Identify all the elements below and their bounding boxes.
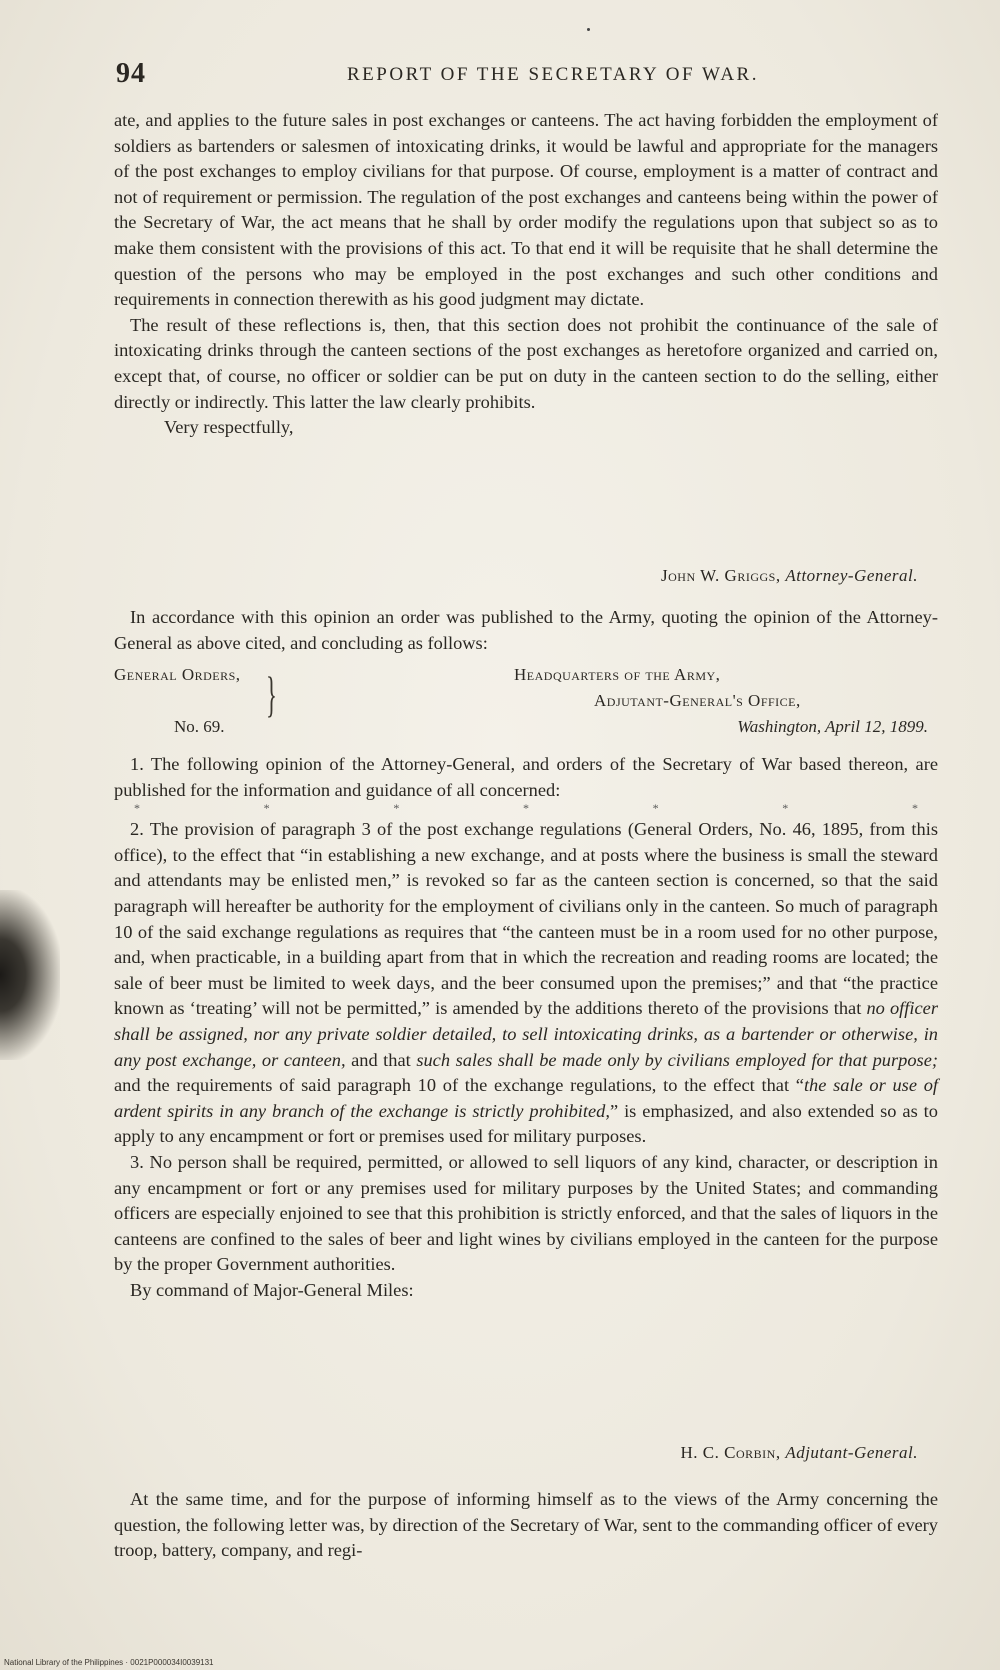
star: * <box>522 801 529 816</box>
command-line: By command of Major-General Miles: <box>130 1279 414 1300</box>
running-title: REPORT OF THE SECRETARY OF WAR. <box>347 64 759 85</box>
order-item-2 <box>114 817 938 1150</box>
signatory-title: Adjutant-General. <box>785 1443 918 1462</box>
print-speck <box>587 28 590 31</box>
order-item-3: 3. No person shall be required, permitted, or allowed to sell liquors of any kind, character, or description in any encampment or fort or any premises used for military purposes by the United States; and commanding officers are especially enjoined to see that this prohibition is strictly enforced, and that the sales of liquors in the canteens are confined to the sales of beer and light wines by civilians employed in the canteen for the purpose by the proper Government authorities. <box>114 1151 938 1275</box>
general-orders-heading <box>114 665 938 745</box>
paragraph: At the same time, and for the purpose of informing himself as to the views of the Army concerning the question, the following letter was, by direction of the Secretary of War, sent to the commanding officer of every troop, battery, company, and regi- <box>114 1489 938 1561</box>
closing: Very respectfully, <box>164 417 294 438</box>
orders-body <box>114 752 938 1303</box>
star: * <box>782 801 789 816</box>
headquarters-line: Headquarters of the Army, <box>514 665 721 684</box>
orders-number: No. 69. <box>174 717 225 736</box>
signature-griggs <box>661 566 918 586</box>
closing-paragraph <box>114 1487 938 1564</box>
text-run: and that <box>345 1049 417 1070</box>
text-run: and the requirements of said paragraph 10 of the exchange regulations, to the effect that “ <box>114 1075 804 1096</box>
italic-run: no officer shall be assigned, nor any private soldier detailed, to sell intoxicating drinks, as a bartender or otherwise, in any post exchange, or canteen, <box>114 998 938 1070</box>
italic-run: such sales shall be made only by civilians employed for that purpose; <box>416 1049 938 1070</box>
orders-title: General Orders, <box>114 665 241 684</box>
star: * <box>911 801 918 816</box>
dateline: Washington, April 12, 1899. <box>737 717 928 736</box>
brace-glyph: } <box>266 666 277 722</box>
signatory-name: John W. Griggs, <box>661 566 781 585</box>
order-item-1: 1. The following opinion of the Attorney-General, and orders of the Secretary of War based thereon, are published for the information and guidance of all concerned: <box>114 754 938 800</box>
paragraph: The result of these reflections is, then, that this section does not prohibit the continuance of the sale of intoxicating drinks through the canteen sections of the post exchanges as heretofore organized and carried on, except that, of course, no officer or soldier can be put on duty in the canteen section to do the selling, either directly or indirectly. This latter the law clearly prohibits. <box>114 314 938 412</box>
text-run: ” is emphasized, and also extended so as to apply to any encampment or fort or premises used for military purposes. <box>114 1100 938 1147</box>
signatory-name: H. C. Corbin, <box>680 1443 781 1462</box>
star: * <box>134 801 140 816</box>
star: * <box>263 801 270 816</box>
star: * <box>393 801 400 816</box>
intro-paragraph <box>114 605 938 656</box>
text-run: 2. The provision of paragraph 3 of the post exchange regulations (General Orders, No. 46, 1895, from this office), to the effect that “in establishing a new exchange, and at posts where the business is small the steward and attendants may be enlisted men,” is revoked so far as the canteen section is concerned, so that the said paragraph will hereafter be authority for the employment of civilians only in the canteen. So much of paragraph 10 of the said exchange regulations as requires that “the canteen must be in a room used for no other purpose, and, when practicable, in a building apart from that in which the recreation and reading rooms are located; the sale of beer must be limited to week days, and the beer consumed upon the premises;” and that “the practice known as ‘treating’ will not be permitted,” is amended by the additions thereto of the provisions that <box>114 819 938 1019</box>
library-stamp: National Library of the Philippines · 0021P000034I0039131 <box>4 1658 214 1667</box>
page-number: 94 <box>116 58 146 89</box>
signatory-title: Attorney-General. <box>785 566 918 585</box>
italic-run: the sale or use of ardent spirits in any branch of the exchange is strictly prohibited, <box>114 1075 938 1121</box>
signature-corbin <box>681 1443 918 1463</box>
star: * <box>652 801 659 816</box>
opinion-text <box>114 108 938 441</box>
thumb-shadow <box>0 890 60 1060</box>
paragraph: In accordance with this opinion an order was published to the Army, quoting the opinion of the Attorney-General as above cited, and concluding as follows: <box>114 607 938 653</box>
paragraph: ate, and applies to the future sales in post exchanges or canteens. The act having forbidden the employment of soldiers as bartenders or salesmen of intoxicating drinks, it would be lawful and appropriate for the managers of the post exchanges to employ civilians for that purpose. Of course, employment is a matter of contract and not of requirement or permission. The regulation of the post exchanges and canteens being within the power of the Secretary of War, the act means that he shall by order modify the regulations upon that subject so as to make them consistent with the provisions of this act. To that end it will be requisite that he shall determine the question of the persons who may be employed in the post exchanges and such other conditions and requirements in connection therewith as his good judgment may dictate. <box>114 110 938 310</box>
ellipsis-stars <box>114 803 938 817</box>
page-header <box>116 58 930 94</box>
office-line: Adjutant-General's Office, <box>594 691 801 710</box>
